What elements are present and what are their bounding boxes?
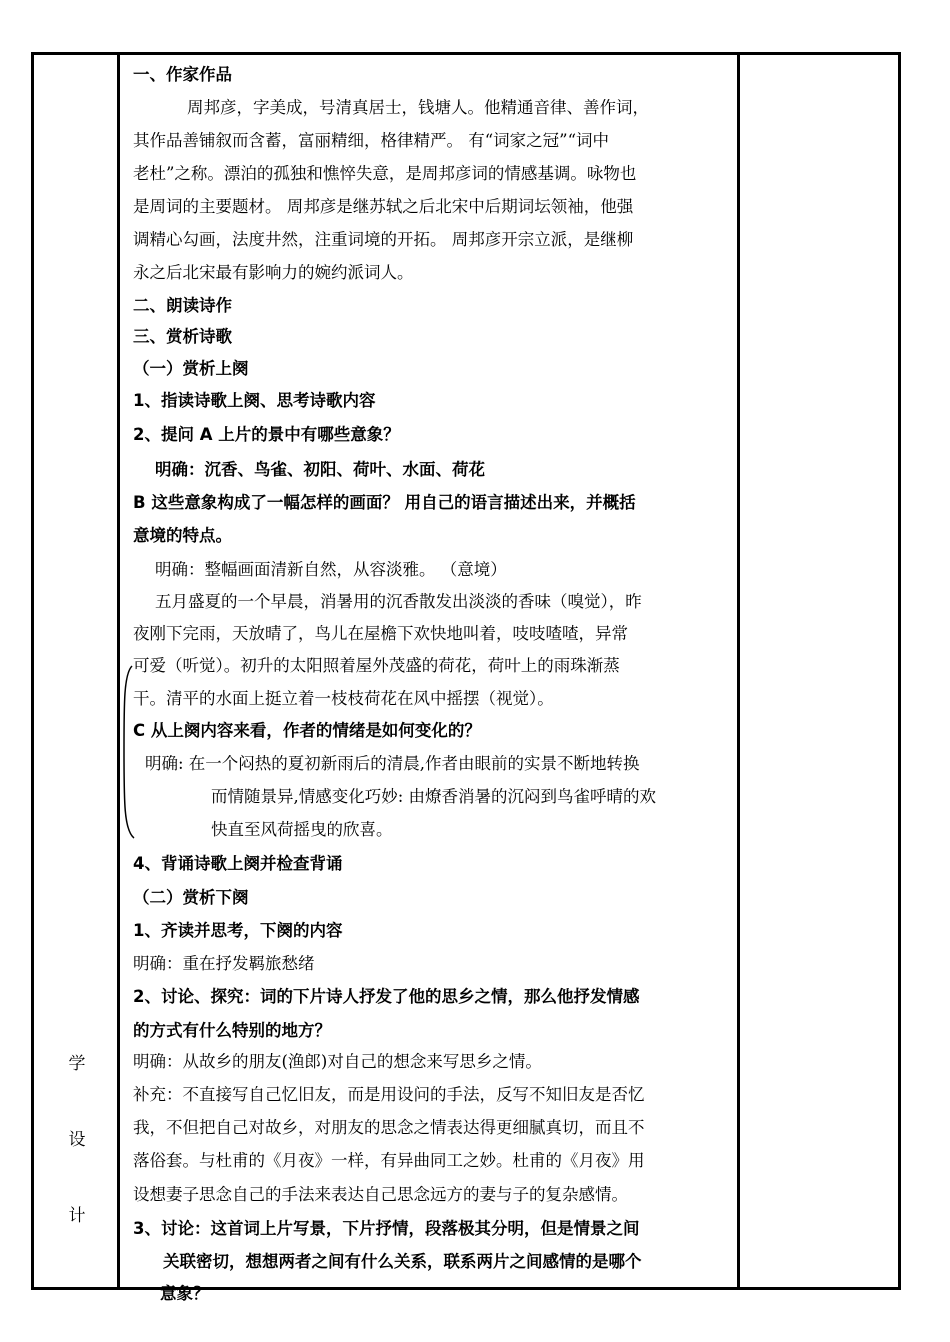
heading-line: 意境的特点。: [133, 526, 232, 545]
heading-line: 2、讨论、探究：词的下片诗人抒发了他的思乡之情，那么他抒发情感: [133, 987, 640, 1006]
heading-line: 明确：沉香、鸟雀、初阳、荷叶、水面、荷花: [155, 460, 485, 479]
heading-line: 2、提问 A 上片的景中有哪些意象？: [133, 425, 400, 444]
lesson-table: [31, 52, 901, 1290]
heading-line: 4、背诵诗歌上阕并检查背诵: [133, 854, 343, 873]
text-line: 明确：重在抒发羁旅愁绪: [133, 954, 315, 973]
text-line: 调精心勾画，法度井然，注重词境的开拓。 周邦彦开宗立派，是继柳: [133, 230, 634, 249]
heading-line: 1、指读诗歌上阕、思考诗歌内容: [133, 391, 376, 410]
label-char: 学: [68, 1054, 86, 1074]
left-label-column: [34, 55, 120, 1287]
text-line: 落俗套。与杜甫的《月夜》一样，有异曲同工之妙。杜甫的《月夜》用: [133, 1151, 645, 1170]
text-line: 是周词的主要题材。 周邦彦是继苏轼之后北宋中后期词坛领袖，他强: [133, 197, 634, 216]
text-line: 补充：不直接写自己忆旧友，而是用设问的手法，反写不知旧友是否忆: [133, 1085, 645, 1104]
text-line: 设想妻子思念自己的手法来表达自己思念远方的妻与子的复杂感情。: [133, 1185, 628, 1204]
label-char: 计: [68, 1206, 86, 1226]
text-line: 可爱（听觉）。初升的太阳照着屋外茂盛的荷花，荷叶上的雨珠渐蒸: [133, 656, 620, 675]
text-line: 老杜”之称。漂泊的孤独和憔悴失意，是周邦彦词的情感基调。咏物也: [133, 164, 637, 183]
heading-line: 3、讨论：这首词上片写景，下片抒情，段落极其分明，但是情景之间: [133, 1219, 640, 1238]
text-line: 明确：整幅画面清新自然，从容淡雅。 （意境）: [155, 560, 507, 579]
overflow-text: 意象？: [160, 1284, 210, 1303]
heading-line: 二、朗读诗作: [133, 296, 232, 315]
heading-line: B 这些意象构成了一幅怎样的画面？ 用自己的语言描述出来，并概括: [133, 493, 636, 512]
text-line: 永之后北宋最有影响力的婉约派词人。: [133, 263, 414, 282]
text-line: 而情随景异,情感变化巧妙: 由燎香消暑的沉闷到鸟雀呼晴的欢: [211, 787, 657, 806]
lesson-content: [133, 55, 737, 1287]
text-line: 明确: 在一个闷热的夏初新雨后的清晨,作者由眼前的实景不断地转换: [145, 754, 640, 773]
column-divider-right: [737, 55, 740, 1287]
heading-line: 关联密切，想想两者之间有什么关系，联系两片之间感情的是哪个: [163, 1252, 642, 1271]
bracket-mark: [118, 662, 148, 842]
text-line: 其作品善铺叙而含蓄，富丽精细，格律精严。 有“词家之冠”“词中: [133, 131, 610, 150]
text-line: 快直至风荷摇曳的欣喜。: [211, 820, 393, 839]
heading-line: 的方式有什么特别的地方？: [133, 1021, 331, 1040]
text-line: 我，不但把自己对故乡，对朋友的思念之情表达得更细腻真切，而且不: [133, 1118, 645, 1137]
text-line: 干。清平的水面上挺立着一枝枝荷花在风中摇摆（视觉）。: [133, 689, 554, 708]
heading-line: 1、齐读并思考，下阕的内容: [133, 921, 343, 940]
heading-line: （二）赏析下阕: [133, 888, 249, 907]
text-line: 夜刚下完雨，天放晴了，鸟儿在屋檐下欢快地叫着，吱吱喳喳，异常: [133, 624, 628, 643]
heading-line: （一）赏析上阕: [133, 359, 249, 378]
text-line: 周邦彦，字美成，号清真居士，钱塘人。他精通音律、善作词，: [187, 98, 649, 117]
heading-line: 一、作家作品: [133, 65, 232, 84]
label-char: 设: [68, 1130, 86, 1150]
heading-line: C 从上阕内容来看，作者的情绪是如何变化的？: [133, 721, 481, 740]
text-line: 五月盛夏的一个早晨，消暑用的沉香散发出淡淡的香味（嗅觉），昨: [155, 592, 642, 611]
text-line: 明确：从故乡的朋友(渔郎)对自己的想念来写思乡之情。: [133, 1052, 542, 1071]
heading-line: 三、赏析诗歌: [133, 327, 232, 346]
